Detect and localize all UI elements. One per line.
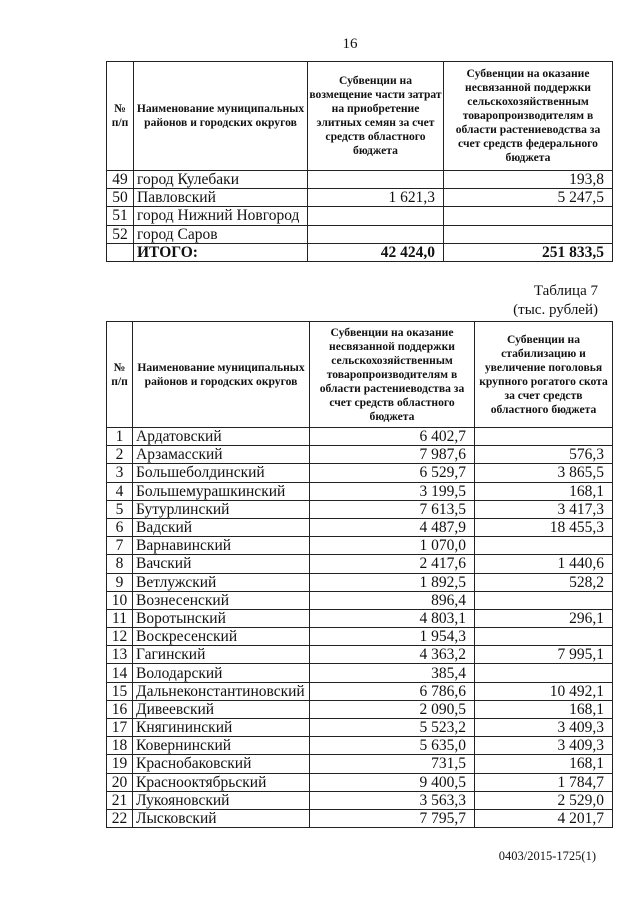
cell-value-2: 296,1 xyxy=(475,609,613,627)
cell-value-2 xyxy=(475,628,613,646)
cell-name: Княгининский xyxy=(133,719,310,737)
table-row xyxy=(107,773,613,791)
cell-number: 49 xyxy=(107,171,134,189)
total-cell-name: ИТОГО: xyxy=(134,243,308,261)
table-row xyxy=(107,482,613,500)
table-row xyxy=(107,573,613,591)
cell-value-2: 576,3 xyxy=(475,446,613,464)
cell-value-1: 385,4 xyxy=(310,664,475,682)
cell-name: Краснобаковский xyxy=(133,755,310,773)
document-code: 0403/2015-1725(1) xyxy=(498,849,596,863)
total-cell-value-2: 251 833,5 xyxy=(444,243,613,261)
cell-name: Большеболдинский xyxy=(133,464,310,482)
cell-name: Бутурлинский xyxy=(133,500,310,518)
table-row xyxy=(107,537,613,555)
table-row xyxy=(107,591,613,609)
cell-name: Воскресенский xyxy=(133,628,310,646)
header-number: № п/п xyxy=(107,62,134,171)
header-federal-subsidy: Субвенции на оказание несвязанной поддержки сельскохозяйственным товаропроизводителям в области растениеводства за счет средств федерального бюджета xyxy=(444,62,613,171)
cell-number: 16 xyxy=(107,700,133,718)
cell-name: Большемурашкинский xyxy=(133,482,310,500)
cell-value-2: 4 201,7 xyxy=(475,809,613,827)
cell-value-2: 1 784,7 xyxy=(475,773,613,791)
cell-value-1 xyxy=(308,225,444,243)
cell-value-1: 7 613,5 xyxy=(310,500,475,518)
cell-value-1: 6 529,7 xyxy=(310,464,475,482)
cell-number: 8 xyxy=(107,555,133,573)
cell-value-1: 1 070,0 xyxy=(310,537,475,555)
cell-value-2: 168,1 xyxy=(475,755,613,773)
cell-number: 52 xyxy=(107,225,134,243)
cell-value-2: 3 409,3 xyxy=(475,719,613,737)
cell-value-2: 3 417,3 xyxy=(475,500,613,518)
table-row xyxy=(107,682,613,700)
cell-value-2: 10 492,1 xyxy=(475,682,613,700)
cell-number: 51 xyxy=(107,207,134,225)
cell-value-2: 528,2 xyxy=(475,573,613,591)
cell-name: город Кулебаки xyxy=(134,171,308,189)
cell-number: 19 xyxy=(107,755,133,773)
table-row xyxy=(107,189,613,207)
cell-name: Дальнеконстантиновский xyxy=(133,682,310,700)
header-name: Наименование муниципальных районов и городских округов xyxy=(134,62,308,171)
cell-name: Арзамасский xyxy=(133,446,310,464)
cell-name: Ковернинский xyxy=(133,737,310,755)
cell-number: 18 xyxy=(107,737,133,755)
cell-number: 15 xyxy=(107,682,133,700)
cell-name: Вачский xyxy=(133,555,310,573)
cell-value-2: 5 247,5 xyxy=(444,189,613,207)
table-row xyxy=(107,755,613,773)
cell-value-2: 193,8 xyxy=(444,171,613,189)
header-number: № п/п xyxy=(107,322,133,428)
total-cell-value-1: 42 424,0 xyxy=(308,243,444,261)
cell-value-2: 2 529,0 xyxy=(475,791,613,809)
cell-name: Варнавинский xyxy=(133,537,310,555)
cell-name: Гагинский xyxy=(133,646,310,664)
table-row xyxy=(107,664,613,682)
cell-name: город Саров xyxy=(134,225,308,243)
cell-value-1: 7 987,6 xyxy=(310,446,475,464)
cell-number: 21 xyxy=(107,791,133,809)
table-row xyxy=(107,207,613,225)
cell-name: Ветлужский xyxy=(133,573,310,591)
cell-value-2: 168,1 xyxy=(475,700,613,718)
cell-value-1: 3 199,5 xyxy=(310,482,475,500)
cell-value-1 xyxy=(308,171,444,189)
cell-value-2: 18 455,3 xyxy=(475,518,613,536)
cell-value-2: 7 995,1 xyxy=(475,646,613,664)
cell-number: 3 xyxy=(107,464,133,482)
cell-value-2: 3 409,3 xyxy=(475,737,613,755)
table-row xyxy=(107,428,613,446)
cell-name: Лысковский xyxy=(133,809,310,827)
table-caption: Таблица 7 xyxy=(533,283,598,299)
cell-value-1: 9 400,5 xyxy=(310,773,475,791)
cell-number: 7 xyxy=(107,537,133,555)
table-units: (тыс. рублей) xyxy=(513,302,598,318)
table-row xyxy=(107,225,613,243)
cell-number: 12 xyxy=(107,628,133,646)
table-row xyxy=(107,700,613,718)
cell-name: Володарский xyxy=(133,664,310,682)
cell-value-2 xyxy=(475,664,613,682)
cell-name: Дивеевский xyxy=(133,700,310,718)
page-number: 16 xyxy=(342,36,358,52)
cell-value-1: 1 954,3 xyxy=(310,628,475,646)
cell-value-1: 1 892,5 xyxy=(310,573,475,591)
table-row xyxy=(107,791,613,809)
total-cell-number xyxy=(107,243,134,261)
cell-number: 1 xyxy=(107,428,133,446)
table-row xyxy=(107,555,613,573)
header-cattle-subsidy: Субвенции на стабилизацию и увеличение поголовья крупного рогатого скота за счет средств областного бюджета xyxy=(475,322,613,428)
cell-number: 6 xyxy=(107,518,133,536)
cell-value-2 xyxy=(475,591,613,609)
cell-value-2 xyxy=(475,428,613,446)
cell-value-1 xyxy=(308,207,444,225)
cell-name: Лукояновский xyxy=(133,791,310,809)
cell-value-1: 3 563,3 xyxy=(310,791,475,809)
table-row xyxy=(107,609,613,627)
total-row xyxy=(107,243,613,261)
table-row xyxy=(107,719,613,737)
header-seeds-subsidy: Субвенции на возмещение части затрат на приобретение элитных семян за счет средств областного бюджета xyxy=(308,62,444,171)
cell-number: 13 xyxy=(107,646,133,664)
table-row xyxy=(107,518,613,536)
cell-number: 14 xyxy=(107,664,133,682)
table-row xyxy=(107,628,613,646)
cell-number: 22 xyxy=(107,809,133,827)
cell-name: Краснооктябрьский xyxy=(133,773,310,791)
cell-name: Ардатовский xyxy=(133,428,310,446)
table-row xyxy=(107,171,613,189)
table-header-row xyxy=(107,62,613,171)
cell-value-1: 2 417,6 xyxy=(310,555,475,573)
cell-name: Вознесенский xyxy=(133,591,310,609)
cell-value-1: 5 635,0 xyxy=(310,737,475,755)
cell-value-2 xyxy=(444,225,613,243)
cell-number: 50 xyxy=(107,189,134,207)
cell-value-1: 5 523,2 xyxy=(310,719,475,737)
cell-value-1: 6 402,7 xyxy=(310,428,475,446)
cell-number: 10 xyxy=(107,591,133,609)
cell-number: 9 xyxy=(107,573,133,591)
cell-number: 20 xyxy=(107,773,133,791)
cell-number: 4 xyxy=(107,482,133,500)
cell-number: 11 xyxy=(107,609,133,627)
cell-value-1: 896,4 xyxy=(310,591,475,609)
header-name: Наименование муниципальных районов и городских округов xyxy=(133,322,310,428)
cell-number: 5 xyxy=(107,500,133,518)
table-row xyxy=(107,646,613,664)
cell-value-2: 3 865,5 xyxy=(475,464,613,482)
cell-number: 17 xyxy=(107,719,133,737)
cell-value-1: 1 621,3 xyxy=(308,189,444,207)
cell-value-2 xyxy=(475,537,613,555)
cell-value-1: 4 487,9 xyxy=(310,518,475,536)
table-row xyxy=(107,464,613,482)
table-row xyxy=(107,446,613,464)
cell-name: Вадский xyxy=(133,518,310,536)
cell-name: Воротынский xyxy=(133,609,310,627)
table-7 xyxy=(106,321,613,828)
header-crop-subsidy: Субвенции на оказание несвязанной поддержки сельскохозяйственным товаропроизводителям в области растениеводства за счет средств областного бюджета xyxy=(310,322,475,428)
cell-value-2: 168,1 xyxy=(475,482,613,500)
table-subsidies-continued xyxy=(106,61,613,262)
cell-name: город Нижний Новгород xyxy=(134,207,308,225)
cell-value-2: 1 440,6 xyxy=(475,555,613,573)
cell-value-1: 2 090,5 xyxy=(310,700,475,718)
cell-value-1: 4 803,1 xyxy=(310,609,475,627)
cell-value-1: 6 786,6 xyxy=(310,682,475,700)
table-row xyxy=(107,809,613,827)
cell-number: 2 xyxy=(107,446,133,464)
cell-value-2 xyxy=(444,207,613,225)
table-row xyxy=(107,500,613,518)
cell-name: Павловский xyxy=(134,189,308,207)
table-header-row xyxy=(107,322,613,428)
cell-value-1: 4 363,2 xyxy=(310,646,475,664)
table-row xyxy=(107,737,613,755)
cell-value-1: 7 795,7 xyxy=(310,809,475,827)
cell-value-1: 731,5 xyxy=(310,755,475,773)
